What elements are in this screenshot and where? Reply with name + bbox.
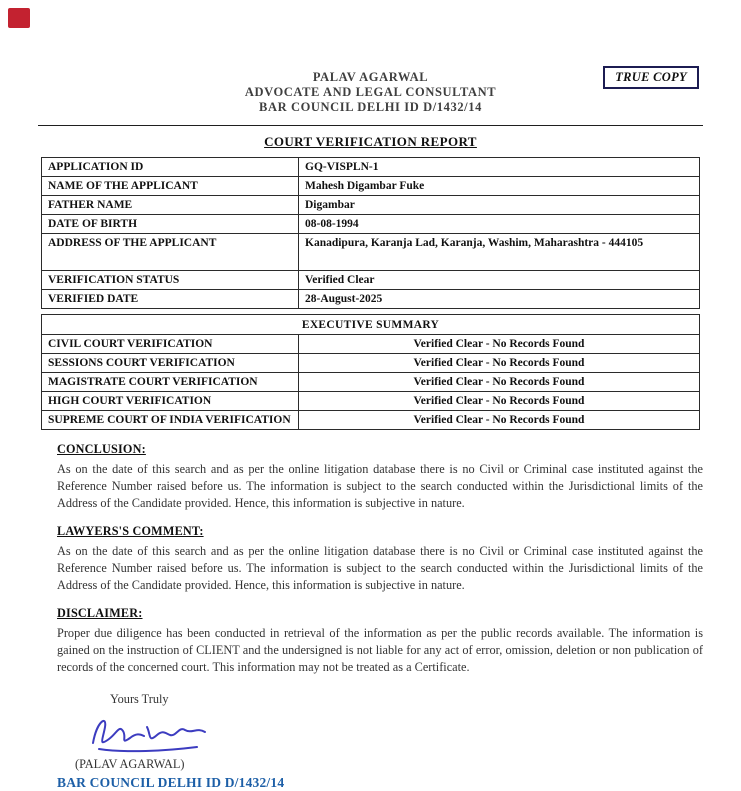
summary-label: MAGISTRATE COURT VERIFICATION — [42, 373, 299, 392]
advocate-title: ADVOCATE AND LEGAL CONSULTANT — [244, 85, 497, 99]
table-row — [42, 271, 700, 290]
executive-summary-title: EXECUTIVE SUMMARY — [42, 315, 700, 335]
detail-label: VERIFICATION STATUS — [42, 271, 299, 290]
true-copy-label: TRUE COPY — [615, 70, 687, 84]
table-row — [42, 373, 700, 392]
table-row — [42, 234, 700, 271]
detail-value: Digambar — [299, 196, 700, 215]
bar-council-id: BAR COUNCIL DELHI ID D/1432/14 — [259, 100, 482, 114]
true-copy-stamp — [603, 66, 699, 89]
table-row — [42, 354, 700, 373]
detail-value: 28-August-2025 — [299, 290, 700, 309]
summary-value: Verified Clear - No Records Found — [299, 411, 700, 430]
bar-council-id-footer: BAR COUNCIL DELHI ID D/1432/14 — [57, 775, 285, 790]
summary-value: Verified Clear - No Records Found — [299, 373, 700, 392]
applicant-details-table — [41, 157, 700, 309]
summary-label: SUPREME COURT OF INDIA VERIFICATION — [42, 411, 299, 430]
detail-label: APPLICATION ID — [42, 158, 299, 177]
detail-label: VERIFIED DATE — [42, 290, 299, 309]
signatory-name: (PALAV AGARWAL) — [75, 757, 185, 771]
summary-value: Verified Clear - No Records Found — [299, 354, 700, 373]
detail-value: 08-08-1994 — [299, 215, 700, 234]
disclaimer-body: Proper due diligence has been conducted in retrieval of the information as per the public records available. The information is gained on the instruction of CLIENT and the undersigned is not liable for any act of error, omission, deletion or non publication of records of the concerned court. This information may not be treated as a Certificate. — [57, 626, 703, 674]
conclusion-heading: CONCLUSION: — [57, 442, 146, 456]
table-row — [42, 392, 700, 411]
detail-value: GQ-VISPLN-1 — [299, 158, 700, 177]
conclusion-body: As on the date of this search and as per the online litigation database there is no Civil or Criminal case instituted against the Reference Number raised before us. The information is subject to the search conducted within the Jurisdictional limits of the Address of the Candidate provided. Hence, this information is subjective in nature. — [57, 462, 703, 510]
table-row — [42, 290, 700, 309]
table-row — [42, 196, 700, 215]
detail-label: NAME OF THE APPLICANT — [42, 177, 299, 196]
report-title: COURT VERIFICATION REPORT — [264, 134, 477, 149]
table-row — [42, 158, 700, 177]
detail-label: ADDRESS OF THE APPLICANT — [42, 234, 299, 271]
summary-label: SESSIONS COURT VERIFICATION — [42, 354, 299, 373]
lawyers-comment-body: As on the date of this search and as per the online litigation database there is no Civil or Criminal case instituted against the Reference Number raised before us. The information is subject to the search conducted within the Jurisdictional limits of the Address of the Candidate provided. Hence, this information is subjective in nature. — [57, 544, 703, 592]
detail-label: DATE OF BIRTH — [42, 215, 299, 234]
table-row — [42, 411, 700, 430]
table-row — [42, 335, 700, 354]
disclaimer-heading: DISCLAIMER: — [57, 606, 143, 620]
summary-label: HIGH COURT VERIFICATION — [42, 392, 299, 411]
red-logo-mark — [8, 8, 30, 28]
table-row — [42, 315, 700, 335]
executive-summary-table — [41, 314, 700, 430]
report-body — [57, 442, 703, 791]
letterhead — [0, 0, 741, 115]
yours-truly: Yours Truly — [110, 692, 169, 706]
header-divider — [38, 125, 703, 126]
table-row — [42, 215, 700, 234]
signature-image — [85, 709, 703, 757]
summary-label: CIVIL COURT VERIFICATION — [42, 335, 299, 354]
detail-value: Verified Clear — [299, 271, 700, 290]
summary-value: Verified Clear - No Records Found — [299, 392, 700, 411]
advocate-name: PALAV AGARWAL — [312, 70, 429, 84]
detail-label: FATHER NAME — [42, 196, 299, 215]
detail-value: Mahesh Digambar Fuke — [299, 177, 700, 196]
table-row — [42, 177, 700, 196]
detail-value: Kanadipura, Karanja Lad, Karanja, Washim, Maharashtra - 444105 — [299, 234, 700, 271]
lawyers-comment-heading: LAWYERS'S COMMENT: — [57, 524, 204, 538]
summary-value: Verified Clear - No Records Found — [299, 335, 700, 354]
